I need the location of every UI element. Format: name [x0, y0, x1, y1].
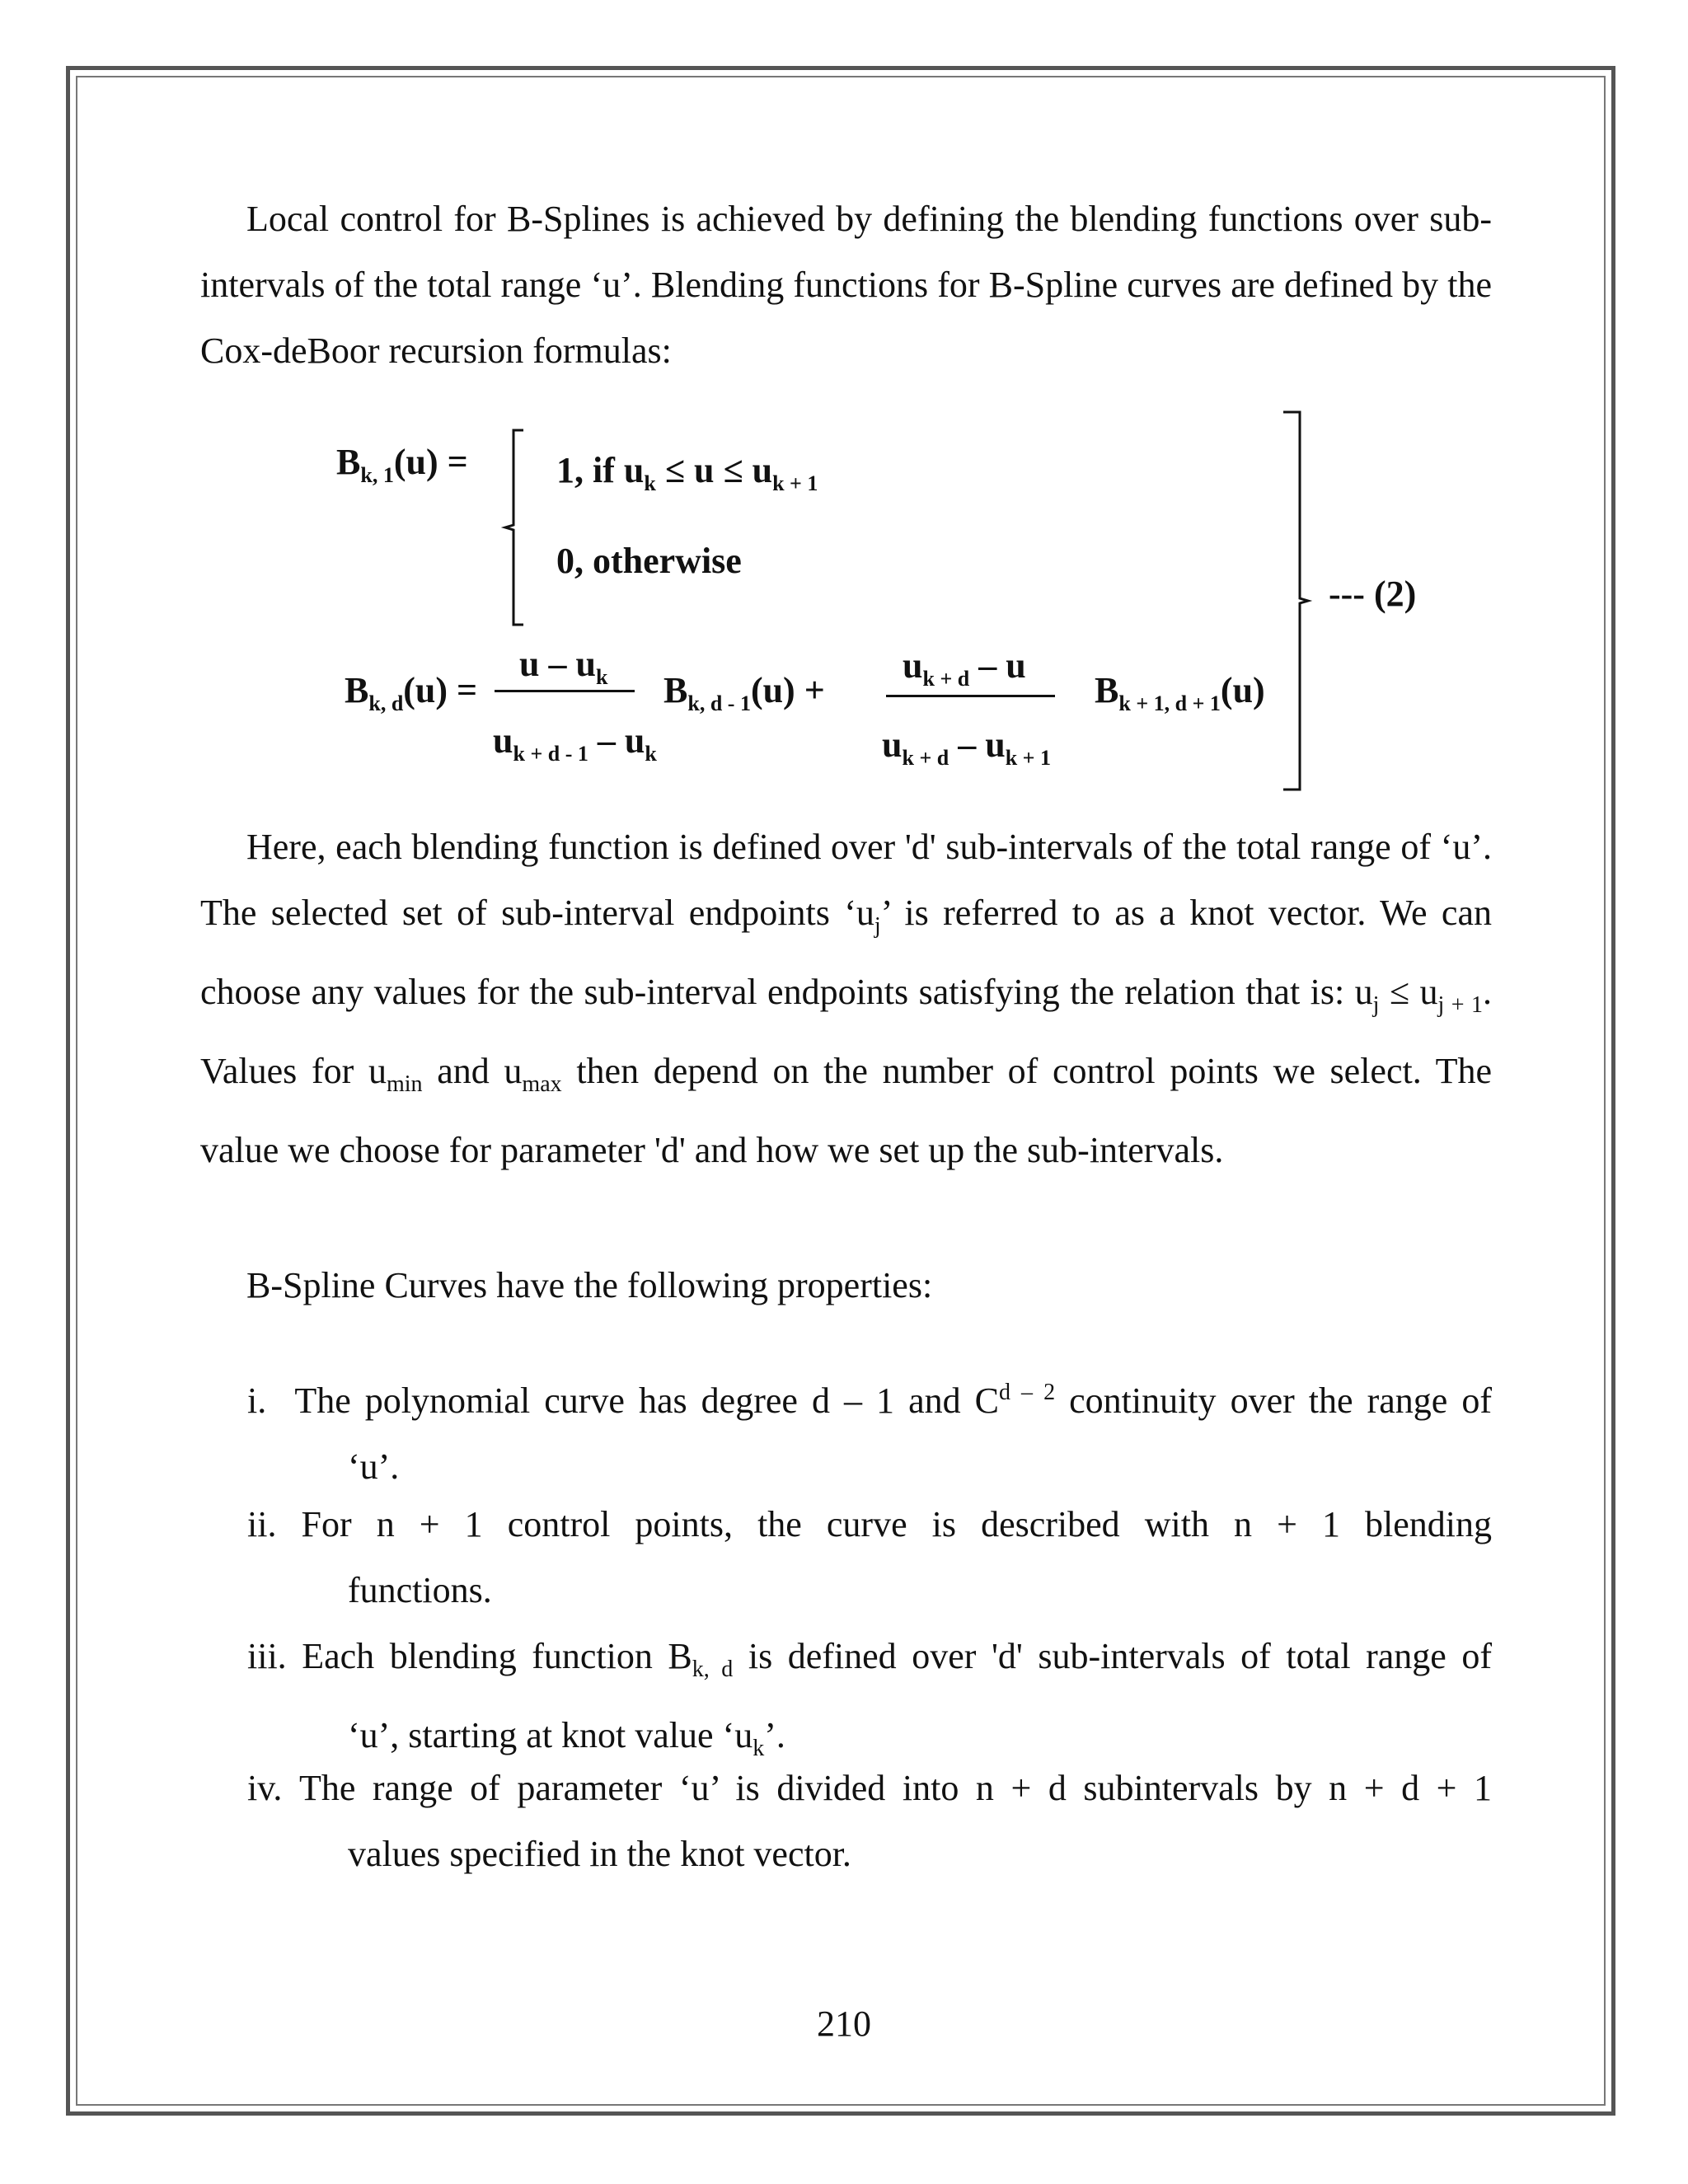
list-item-line: ii. For n + 1 control points, the curve is described with n + 1 blending [247, 1504, 1493, 1544]
list-label: i. [247, 1380, 267, 1421]
list-item [247, 1492, 1492, 1624]
list-item-line: iii. Each blending function $B_{k, d}$ is defined over 'd' sub-intervals of total range of [247, 1636, 1493, 1682]
paragraph-intro: Local control for B-Splines is achieved by defining the blending functions over sub-intervals of the total range ‘u’. Blending functions for B-Spline curves are defined by the Cox-deBoor recursion formulas: [200, 199, 1492, 371]
frac2-numerator: $u_{k + d}$ – u [903, 645, 1026, 691]
list-item-line: i. The polynomial curve has degree d – 1 and $C^{d - 2}$ continuity over the range of [247, 1380, 1492, 1421]
page-number: 210 [817, 2004, 871, 2044]
right-brace [1282, 410, 1323, 791]
list-label: iii. [247, 1636, 287, 1676]
eq-lhs-bk1: $B_{k, 1}(u)$ = [336, 442, 468, 487]
eq-lhs-bkd: $B_{k, d}(u)$ = [345, 670, 478, 715]
list-item-line: iv. The range of parameter ‘u’ is divided into n + d subintervals by n + d + 1 [247, 1768, 1492, 1808]
list-label: iv. [247, 1768, 283, 1808]
eq-case-1: 1, if $u_k \le u \le u_{k + 1}$ [556, 450, 818, 495]
eq-case-2: 0, otherwise [556, 541, 742, 581]
eq-term2: $B_{k + 1, d + 1}(u)$ [1095, 670, 1265, 715]
frac2-bar [886, 695, 1055, 697]
list-item-continuation: functions. [348, 1570, 492, 1610]
properties-intro: B-Spline Curves have the following properties: [246, 1265, 933, 1305]
list-item-continuation: ‘u’. [348, 1446, 400, 1487]
frac1-denominator: $u_{k + d - 1} - u_k$ [493, 720, 657, 766]
list-item-continuation: values specified in the knot vector. [348, 1834, 851, 1874]
equation-label: --- (2) [1329, 574, 1417, 614]
left-brace [499, 429, 540, 626]
list-item [247, 1755, 1492, 1887]
list-item [247, 1360, 1492, 1500]
frac1-bar [495, 690, 635, 692]
frac1-numerator: u – $u_k$ [519, 644, 608, 689]
frac2-denominator: $u_{k + d} - u_{k + 1}$ [882, 724, 1051, 770]
paragraph-knot-vector: Here, each blending function is defined over 'd' sub-intervals of the total range of ‘u’. The selected set of sub-interval endpoints ‘$u_j$’ is referred to as a knot vector. We can choose any values for the sub-interval endpoints satisfying the relation that is: $u_j \le u_{j + 1}$. Values for $u_{min}$ and $u_{max}$ then depend on the number of control points we select. The value we choose for parameter 'd' and how we set up the sub-intervals. [200, 827, 1493, 1170]
list-label: ii. [247, 1504, 277, 1544]
eq-term1: $B_{k, d - 1}(u)$ + [663, 670, 825, 715]
list-item-continuation: ‘u’, starting at knot value ‘$u_k$’. [348, 1715, 785, 1761]
